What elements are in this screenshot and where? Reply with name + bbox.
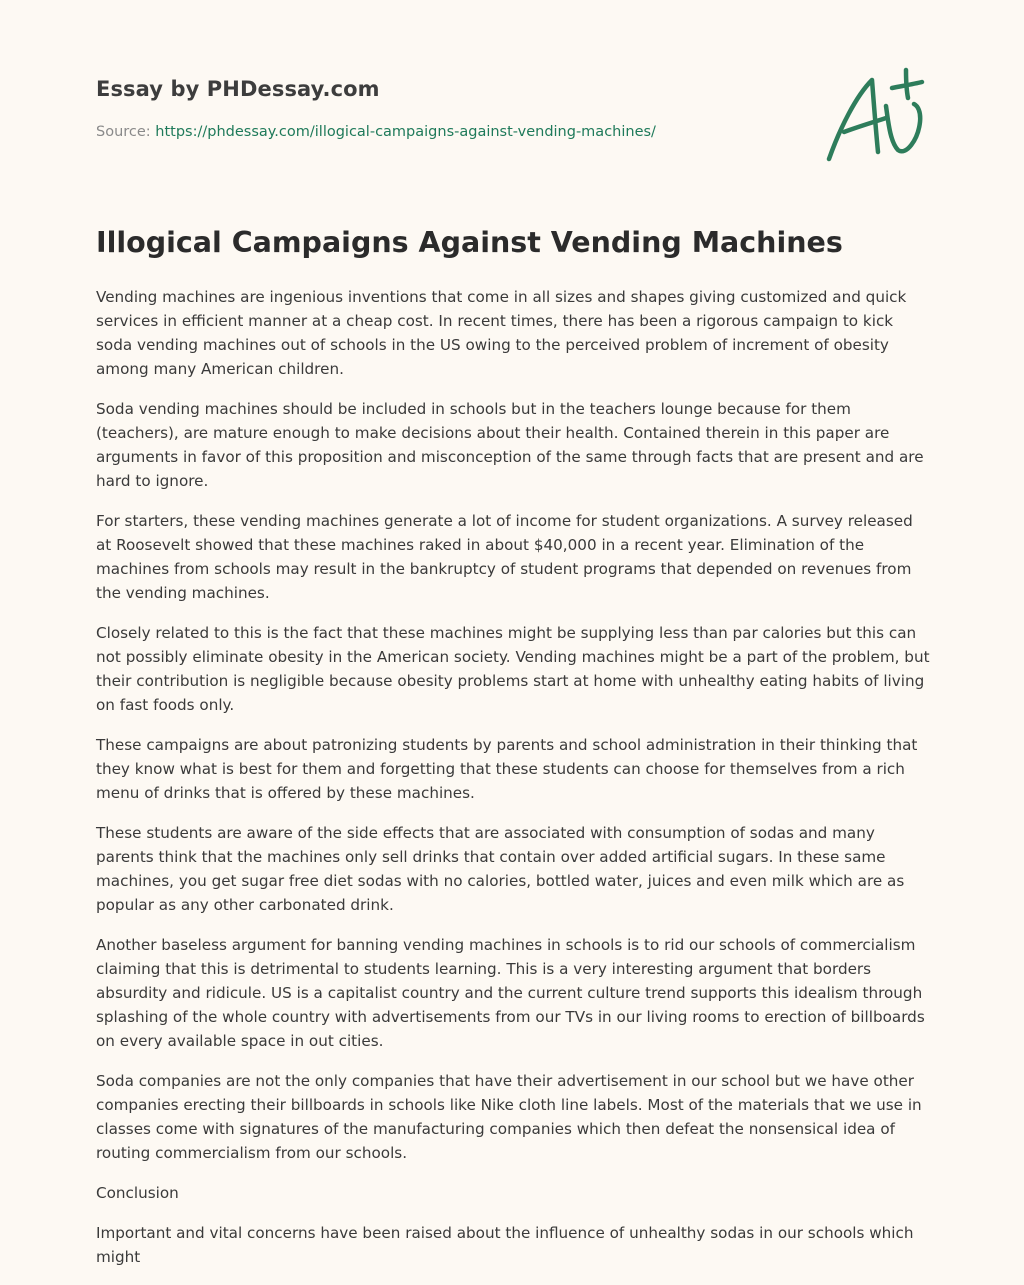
a-plus-grade-icon [826, 66, 926, 166]
essay-paragraph: Closely related to this is the fact that these machines might be supplying less than par calories but this can not possibly eliminate obesity in the American society. Vending machines might be a part of the problem, but their contribution is negligible because obesity problems start at home with unhealthy eating habits of living on fast foods only. [96, 624, 930, 714]
page-header [96, 0, 932, 200]
essay-paragraph: Vending machines are ingenious inventions that come in all sizes and shapes giving customized and quick services in efficient manner at a cheap cost. In recent times, there has been a rigorous campaign to kick soda vending machines out of schools in the US owing to the perceived problem of increment of obesity among many American children. [96, 288, 907, 378]
source-label: Source: [96, 124, 151, 140]
site-brand: Essay by PHDessay.com [96, 77, 380, 101]
essay-paragraph: Important and vital concerns have been raised about the influence of unhealthy sodas in our schools which might [96, 1224, 914, 1266]
essay-title: Illogical Campaigns Against Vending Machines [96, 226, 843, 259]
essay-paragraph: For starters, these vending machines generate a lot of income for student organizations. A survey released at Roosevelt showed that these machines raked in about $40,000 in a recent year. Elimination of the machines from schools may result in the bankruptcy of student programs that depended on revenues from the vending machines. [96, 512, 913, 602]
essay-body [96, 285, 932, 1285]
essay-paragraph: These campaigns are about patronizing students by parents and school administration in their thinking that they know what is best for them and forgetting that these students can choose for themselves from a rich menu of drinks that is offered by these machines. [96, 736, 918, 802]
essay-paragraph: Soda companies are not the only companies that have their advertisement in our school but we have other companies erecting their billboards in schools like Nike cloth line labels. Most of the materials that we use in classes come with signatures of the manufacturing companies which then defeat the nonsensical idea of routing commercialism from our schools. [96, 1072, 922, 1162]
essay-paragraph: Another baseless argument for banning vending machines in schools is to rid our schools of commercialism claiming that this is detrimental to students learning. This is a very interesting argument that borders absurdity and ridicule. US is a capitalist country and the current culture trend supports this idealism through splashing of the whole country with advertisements from our TVs in our living rooms to erection of billboards on every available space in out cities. [96, 936, 925, 1050]
source-line [96, 124, 656, 140]
essay-paragraph: Soda vending machines should be included in schools but in the teachers lounge because for them (teachers), are mature enough to make decisions about their health. Contained therein in this paper are arguments in favor of this proposition and misconception of the same through facts that are present and are hard to ignore. [96, 400, 924, 490]
essay-page [96, 0, 932, 1266]
source-link[interactable]: https://phdessay.com/illogical-campaigns-against-vending-machines/ [155, 124, 656, 140]
essay-paragraph: These students are aware of the side effects that are associated with consumption of sodas and many parents think that the machines only sell drinks that contain over added artificial sugars. In these same machines, you get sugar free diet sodas with no calories, bottled water, juices and even milk which are as popular as any other carbonated drink. [96, 824, 905, 914]
section-heading-conclusion: Conclusion [96, 1184, 179, 1202]
